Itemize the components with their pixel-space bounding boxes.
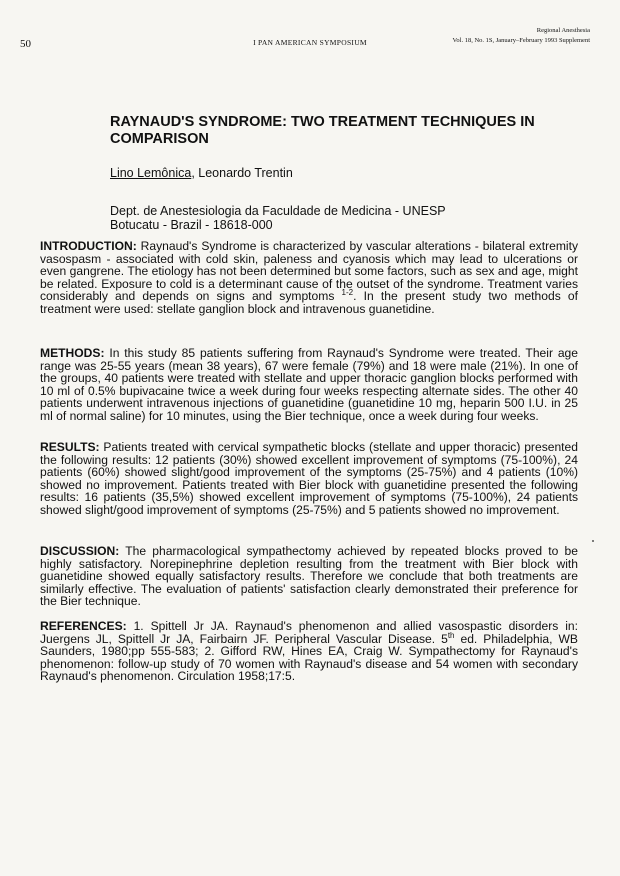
references-text: 1. Spittell Jr JA. Raynaud's phenomenon and allied vasospastic disorders in: Juergens JL, Spittell Jr JA, Fairbairn JF. Peripheral Vascular Disease. 5 (40, 619, 578, 646)
section-methods (40, 347, 578, 423)
results-text: Patients treated with cervical sympathetic blocks (stellate and upper thoracic) presented the following results: 12 patients (30%) showed excellent improvement of symptoms (75-100%), 24 patients (60%) showed slight/good improvement of the symptoms (25-75%) and 4 patients (10%) showed no improvement. Patients treated with Bier block with guanetidine presented the following results: 16 patients (35,5%) showed excellent improvement of symptoms (75-100%), 24 patients showed slight/good improvement of symptoms (25-75%) and 5 patients showed no improvement. (40, 440, 578, 517)
journal-name: Regional Anesthesia (536, 27, 590, 34)
discussion-text: The pharmacological sympathectomy achieved by repeated blocks proved to be highly satisfactory. Norepinephrine depletion resulting from the treatment with Bier block with guanetidine showed equally satisfactory results. Therefore we conclude that both treatments are similarly effective. The evaluation of patients' satisfaction clearly demonstrated their preference for the Bier technique. (40, 544, 578, 609)
scan-speck (592, 540, 594, 542)
section-results (40, 441, 578, 517)
methods-text: In this study 85 patients suffering from Raynaud's Syndrome were treated. Their age range was 25-55 years (mean 38 years), 67 were female (79%) and 18 were male (21%). In one of the groups, 40 patients were treated with stellate and upper thoracic ganglion blocks performed with 10 ml of 0.5% bupivacaine twice a week during four weeks respecting alternate sides. The other 40 patients underwent intravenous injections of guanetidine (guanetidine 10 mg, heparin 500 I.U. in 25 ml of normal saline) for 10 minutes, using the Bier technique, once a week during four weeks. (40, 346, 578, 423)
references-edition-sup: th (447, 630, 455, 640)
affiliation-line-1: Dept. de Anestesiologia da Faculdade de Medicina - UNESP (110, 204, 446, 218)
journal-citation (453, 26, 590, 46)
introduction-label: INTRODUCTION: (40, 239, 137, 253)
introduction-citation: 1-2 (341, 288, 354, 298)
journal-volume: Vol. 18, No. 1S, January–February 1993 Supplement (452, 37, 590, 44)
results-label: RESULTS: (40, 440, 100, 454)
introduction-text: Raynaud's Syndrome is characterized by vascular alterations - bilateral extremity vasospasm - associated with cold skin, paleness and cyanosis which may lead to ulcerations or even gangrene. The etiology has not been determined but some factors, such as sex and age, might be related. Exposure to cold is a determinant cause of the outset of the syndrome. Treatment varies considerably and depends on signs and symptoms (40, 239, 578, 304)
affiliation-line-2: Botucatu - Brazil - 18618-000 (110, 218, 273, 232)
page-number: 50 (20, 38, 31, 50)
affiliation (110, 204, 446, 232)
author-separator: , (191, 166, 199, 180)
article-title: RAYNAUD'S SYNDROME: TWO TREATMENT TECHNIQUES IN COMPARISON (110, 114, 535, 147)
section-introduction (40, 240, 578, 316)
discussion-label: DISCUSSION: (40, 544, 120, 558)
section-discussion (40, 545, 578, 608)
running-header: I PAN AMERICAN SYMPOSIUM (253, 38, 367, 47)
author-line (110, 166, 293, 180)
author-presenting: Lino Lemônica (110, 166, 192, 180)
references-label: REFERENCES: (40, 619, 127, 633)
references-text-cont: ed. Philadelphia, WB Saunders, 1980;pp 555-583; 2. Gifford RW, Hines EA, Craig W. Sympathectomy for Raynaud's phenomenon: follow-up study of 70 women with Raynaud's disease and 54 women with secondary Raynaud's phenomenon. Circulation 1958;17:5. (40, 631, 578, 684)
author-coauthor: Leonardo Trentin (198, 166, 293, 180)
methods-label: METHODS: (40, 346, 105, 360)
section-references (40, 620, 578, 683)
introduction-text-cont: . In the present study two methods of treatment were used: stellate ganglion block and intravenous guanetidine. (40, 289, 578, 316)
